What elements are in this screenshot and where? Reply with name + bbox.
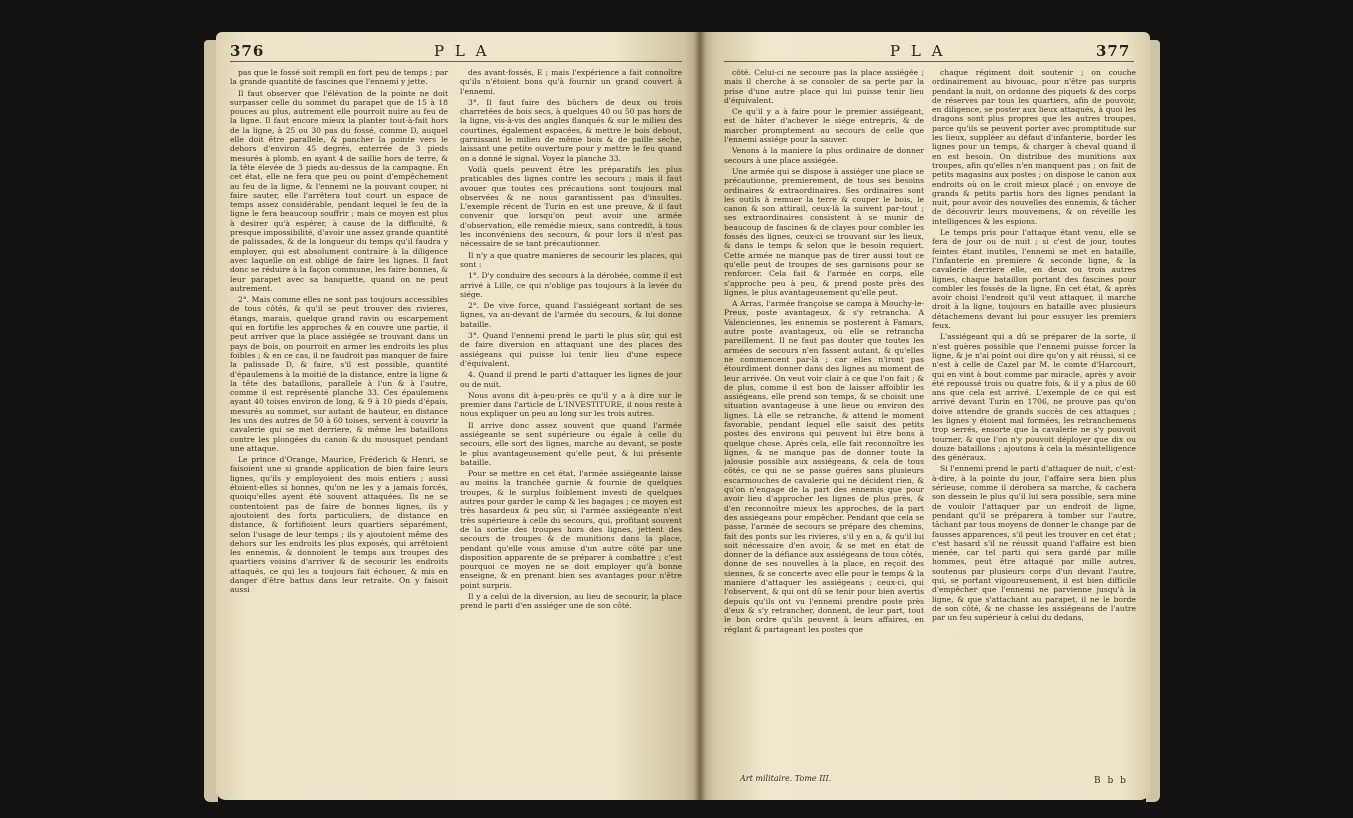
paragraph: 4. Quand il prend le parti d'attaquer les lignes de jour ou de nuit. xyxy=(460,370,682,389)
paragraph: 2°. De vive force, quand l'assiégeant sortant de ses lignes, va au-devant de l'armée du secours, & lui donne bataille. xyxy=(460,301,682,329)
paragraph: Pour se mettre en cet état, l'armée assiégeante laisse au moins la tranchée garnie & fournie de quelques troupes, & le surplus foiblement investi de quelques autres pour garder le camp & les bagages ; ce moyen est très hasardeux & peu sûr, si l'armée assiégeante n'est très supérieure à celle du secours, qui, profitant souvent de la sortie des troupes hors des lignes, jettent des secours de troupes & de munitions dans la place, pendant qu'elle vous amuse d'un autre côté par une disposition apparente de se préparer à combattre ; c'est pourquoi ce moyen ne se doit employer qu'à bonne enseigne, & en prenant bien ses avantages pour n'être point surpris. xyxy=(460,469,682,590)
paragraph: Ce qu'il y a à faire pour le premier assiégeant, est de hâter d'achever le siége entrepris, & de marcher promptement au secours de celle que l'ennemi assiége pour la sauver. xyxy=(724,107,924,145)
right-page xyxy=(700,32,1150,800)
right-page-number: 377 xyxy=(1096,42,1131,60)
paragraph: Si l'ennemi prend le parti d'attaquer de nuit, c'est-à-dire, à la pointe du jour, l'affaire sera bien plus sérieuse, comme il dérobera sa marche, & cachera son dessein le plus qu'il lui sera possible, sera mine de vouloir l'attaquer par un endroit de ligne, pendant qu'il se préparera à tomber sur l'autre, tâchant par tous moyens de donner le change par de fausses apparences, s'il peut les trouver en cet état ; c'est hasard s'il ne réussit quand l'affaire est bien menée, car tel parti qui sera gardé par mille hommes, peut être attaqué par mille autres, soutenus par plusieurs corps d'un devant l'autre, qui, se portant vigoureusement, il est bien difficile d'empêcher que l'ennemi ne parvienne jusqu'à la ligne, & que s'attachant au parapet, il ne le borde de son côté, & ne chasse les assiégeans de l'autre par un feu supérieur à celui du dedans, xyxy=(932,464,1136,623)
left-column-1 xyxy=(230,68,448,788)
paragraph: pas que le fossé soit rempli en fort peu de temps ; par la grande quantité de fascines que l'ennemi y jette. xyxy=(230,68,448,87)
paragraph: A Arras, l'armée françoise se campa à Mouchy-le-Preux, poste avantageux, & s'y retrancha. A Valenciennes, les ennemis se posterent à Famars, autre poste avantageux, où elle se retrancha pareillement. Il ne faut pas douter que toutes les armées de secours n'en fassent autant, & qu'elles ne commencent par-là ; car elles n'iront pas étourdiment donner dans des lignes au moment de leur arrivée. On veut voir clair à ce que l'on fait ; & de plus, comme il est bon de laisser affoiblir les assiégeans, elle prend son temps, & se choisit une situation avantageuse à une lieue ou environ des lignes. Là elle se retranche, & attend le moment favorable, pendant lequel elle saisit des petits postes des environs qui peuvent lui être bons à quelque chose. Après cela, elle fait reconnoître les lignes, & ne manque pas de donner toute la jalousie possible aux assiégeans, & cela de tous côtés, ce qui ne se passe guéres sans plusieurs escarmouches de cavalerie qui ne décident rien, & qu'on n'engage de la part des ennemis que pour avoir lieu d'approcher les lignes de plus près, & d'en reconnoître mieux les approches, de la part des assiégeans pour empêcher. Pendant que cela se passe, l'armée de secours se prépare des chemins, fait des ponts sur les rivieres, s'il y en a, & qu'il lui soit nécessaire d'en avoir, & se met en état de donner de la défiance aux assiégeans de tous côtés, donne de ses nouvelles à la place, en reçoit des siennes, & se concerte avec elle pour le temps & la maniere d'attaquer les assiégeans ; ceux-ci, qui l'observent, & qui ont dû se tenir pour bien avertis depuis qu'ils ont vu l'ennemi prendre poste près d'eux & s'y retrancher, donnent, de leur part, tout le bon ordre qu'ils peuvent à leurs affaires, en réglant & partageant les postes que xyxy=(724,299,924,634)
left-page-number: 376 xyxy=(230,42,265,60)
paragraph: Il n'y a que quatre manieres de secourir les places, qui sont : xyxy=(460,250,682,269)
left-running-head: P L A xyxy=(434,42,490,60)
right-running-head: P L A xyxy=(890,42,946,60)
paragraph: Le prince d'Orange, Maurice, Fréderich & Henri, se faisoient une si grande application de bien faire leurs lignes, qu'ils y employoient des mois entiers ; aussi étoient-elles si bonnes, qu'on ne les y a jamais forcés, quoiqu'elles ayent été souvent attaquées. Ils ne se contentoient pas de faire de bonnes lignes, ils y ajoutoient des forts particuliers, de distance en distance, & fortifioient leurs quartiers séparément, selon l'usage de leur temps ; ils y ajoutoient même des dehors sur les endroits les plus exposés, qui arrêtoient les ennemis, & donnoient le temps aux troupes des quartiers voisins d'arriver & de secourir les endroits attaqués, ce qui les a toujours fait échouer, & mis en danger d'être battus dans leur retraite. On y faisoit aussi xyxy=(230,455,448,595)
paragraph: Voilà quels peuvent être les préparatifs les plus praticables des lignes contre les secours ; mais il faut avouer que toutes ces précautions sont toujours mal observées & ne nous garantissent pas d'insultes. L'exemple récent de Turin en est une preuve, & il faut convenir que lorsqu'on peut avoir une armée d'observation, elle remédie mieux, sans contredit, à tous les inconvéniens des secours, & pour lors il n'est pas nécessaire de se tant précautionner. xyxy=(460,164,682,249)
left-page xyxy=(216,32,700,800)
signature-mark: B b b xyxy=(1094,776,1128,786)
right-column-1 xyxy=(724,68,924,768)
paragraph: Une armée qui se dispose à assiéger une place se précautionne, premierement, de tous ses besoins ordinaires & extraordinaires. Ses ordinaires sont les outils à remuer la terre & couper le bois, le canon & son attirail, ceux-là la suivent par-tout ; ses extraordinaires consistent à se munir de beaucoup de fascines & de clayes pour combler les fossés des lignes, ceux-ci se trouvant sur les lieux, & dans le temps & selon que le besoin requiert. Cette armée ne manque pas de tirer aussi tout ce qu'elle peut de troupes de ses garnisons pour se renforcer. Cela fait & l'armée en corps, elle s'approche peu à peu, & prend poste près des lignes, le plus avantageusement qu'elle peut. xyxy=(724,166,924,297)
footer-volume: Art militaire. Tome III. xyxy=(740,774,832,783)
right-header-rule xyxy=(724,61,1134,62)
paragraph: des avant-fossés, E ; mais l'expérience a fait connoître qu'ils n'étoient bons qu'à fournir un grand couvert à l'ennemi. xyxy=(460,68,682,96)
paragraph: chaque régiment doit soutenir ; on couche ordinairement au bivouac, pour n'être pas surpris pendant la nuit, on ordonne des piquets & des corps de réserves par tous les quartiers, afin de pouvoir, en diligence, se poster aux lieux attaqués, à quoi les dragons sont plus propres que les autres troupes, parce qu'ils se peuvent porter avec promptitude sur les lieux, suppléer au défaut d'infanterie, border les lignes pour un temps, & charger à cheval quand il en est besoin. On distribue des munitions aux troupes, afin qu'elles n'en manquent pas ; on fait de petits magasins aux postes ; on dispose le canon aux endroits où on le croit mieux placé ; on envoye de grands & petits partis hors des lignes pendant la nuit, pour avoir des nouvelles des ennemis, & tâcher de découvrir leurs mouvemens, & on réveille les intelligences & les espions. xyxy=(932,68,1136,226)
paragraph: 3°. Il faut faire des bûchers de deux ou trois charretées de bois secs, à quelques 40 ou 50 pas hors de la ligne, vis-à-vis des angles flanqués & sur le milieu des courtines, également espacées, & mettre le bois debout, garnissant le milieu de même bois & de paille séche, laissant une petite ouverture pour y mettre le feu quand on a donné le signal. Voyez la planche 33. xyxy=(460,97,682,163)
book-gutter xyxy=(694,32,706,800)
paragraph: côté. Celui-ci ne secoure pas la place assiégée ; mais il cherche à se consoler de sa perte par la prise d'une autre place qui lui puisse tenir lieu d'équivalent. xyxy=(724,68,924,105)
paragraph: Il arrive donc assez souvent que quand l'armée assiégeante se sent supérieure ou égale à celle du secours, elle sort des lignes, marche au devant, se poste le plus avantageusement qu'elle peut, & lui présente bataille. xyxy=(460,420,682,467)
left-column-2 xyxy=(460,68,682,788)
paragraph: 1°. D'y conduire des secours à la dérobée, comme il est arrivé à Lille, ce qui n'oblige pas toujours à la levée du siége. xyxy=(460,271,682,299)
paragraph: Nous avons dit à-peu-près ce qu'il y a à dire sur le premier dans l'article de L'INVESTITURE, il nous reste à nous expliquer un peu au long sur les trois autres. xyxy=(460,390,682,419)
paragraph: Le temps pris pour l'attaque étant venu, elle se fera de jour ou de nuit ; si c'est de jour, toutes feintes étant inutiles, l'ennemi se met en bataille, l'infanterie en premiere & seconde ligne, & la cavalerie derriere elle, en deux ou trois autres lignes, chaque bataillon portant des fascines pour combler les fossés de la ligne. En cet état, & après avoir choisi l'endroit qu'il veut attaquer, il marche droit à la ligne, toujours en bataille avec plusieurs détachemens devant lui pour essuyer les premiers feux. xyxy=(932,228,1136,331)
paragraph: Venons à la maniere la plus ordinaire de donner secours à une place assiégée. xyxy=(724,146,924,165)
paragraph: L'assiégeant qui a dû se préparer de la sorte, il n'est guères possible que l'ennemi puisse forcer la ligne, & je n'ai point oui dire qu'on y ait réussi, si ce n'est à celle de Cazel par M. le comte d'Harcourt, qui en vint à bout comme par miracle, après y avoir été repoussé trois ou quatre fois, & il y a plus de 60 ans que cela est arrivé. L'exemple de ce qui est arrivé devant Turin en 1706, ne prouve pas qu'on doive attendre de grands succès de ces attaques ; les lignes y étoient mal formées, les retranchemens trop serrés, ensorte que la cavalerie ne s'y pouvoit tourner, & que l'on n'y pouvoit déployer que dix ou douze bataillons ; ajoutons à cela la mésintelligence des généraux. xyxy=(932,332,1136,463)
left-header-rule xyxy=(230,61,682,62)
paragraph: Il faut observer que l'élévation de la pointe ne doit surpasser celle du sommet du parapet que de 15 à 18 pouces au plus, autrement elle pourroit nuire au feu de la ligne. Il faut encore mieux la planter tout-à-fait hors de la ligne, à 25 ou 30 pas du fossé, comme D, auquel elle doit être parallele, & pancher la pointe vers le dehors d'environ 45 degrés, enterrée de 3 pieds mesurés à plomb, en ayant 4 de saillie hors de terre, & la tête élevée de 3 pieds au-dessus de la campagne. En cet état, elle ne fera que peu ou point d'empêchement au feu de la ligne, & l'ennemi ne la pouvant couper, ni faire sauter, elle l'arrêtera tout court un espace de temps assez considérable, pendant lequel le feu de la ligne le fera beaucoup souffrir ; mais ce moyen est plus à desirer qu'à espérer, à cause de la difficulté, & presque impossibilité, d'avoir une assez grande quantité de palissades, & de la longueur du temps qu'il faudra y employer, qui est absolument contraire à la diligence avec laquelle on est obligé de faire les lignes. Il faut donc se réduire à la façon commune, les faire bonnes, & leur parapet avec sa banquette, quand on ne peut autrement. xyxy=(230,88,448,293)
paragraph: Il y a celui de la diversion, au lieu de secourir, la place prend le parti d'en assiéger une de son côté. xyxy=(460,592,682,611)
paragraph: 3°. Quand l'ennemi prend le parti le plus sûr, qui est de faire diversion en attaquant une des places des assiégeans qui puisse lui tenir lieu d'une espece d'équivalent. xyxy=(460,331,682,368)
paragraph: 2°. Mais comme elles ne sont pas toujours accessibles de tous côtés, & qu'il se peut trouver des rivieres, étangs, marais, quelque grand ravin ou escarpement qui en fortifie les approches & en couvre une partie, il peut arriver que la place assiégée se trouvant dans un pays de bois, on pourroit en armer les endroits les plus foibles ; & en ce cas, il ne faudroit pas manquer de faire la palissade D, & faire, s'il est possible, quantité d'épaulemens à la moitié de la distance, entre la ligne & la tête des bataillons, parallele à l'un & à l'autre, comme il est représenté planche 33. Ces épaulemens ayant 40 toises environ de long, & 9 à 10 pieds d'épais, mesurés au sommet, sur autant de hauteur, en distance les uns des autres de 50 à 60 toises, servent à couvrir la cavalerie qui se met derriere, & même les bataillons contre les plongées du canon & du mousquet pendant une attaque. xyxy=(230,295,448,453)
right-column-2 xyxy=(932,68,1136,774)
